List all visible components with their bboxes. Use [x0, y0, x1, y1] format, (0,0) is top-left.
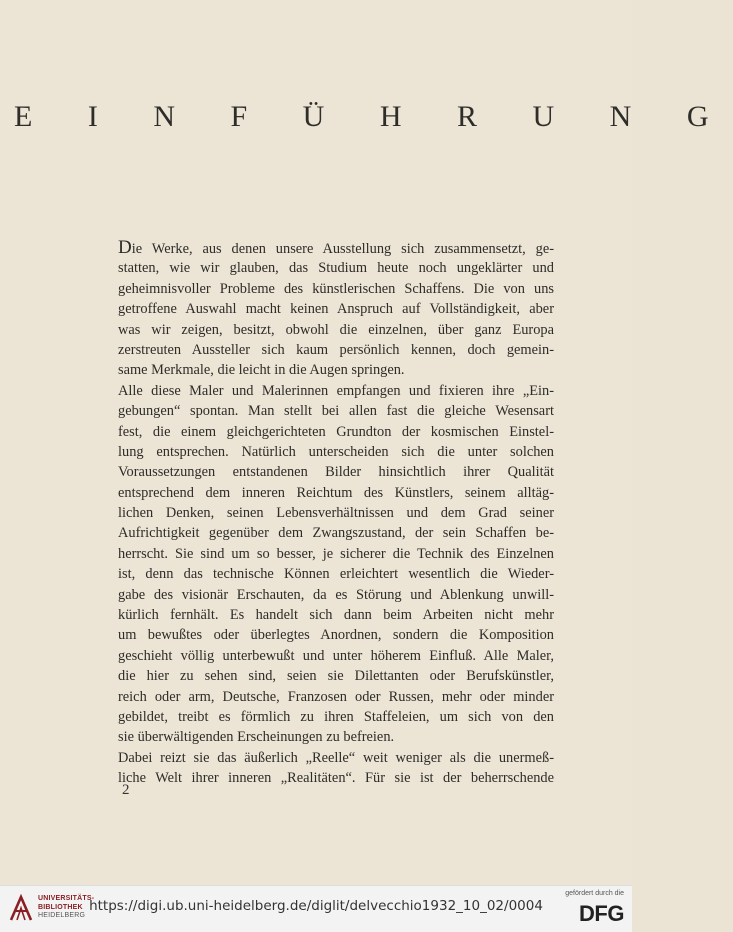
drop-cap: D — [118, 237, 132, 258]
text-line: Dabei reizt sie das äußerlich „Reelle“ weit weniger als die unermeß- — [118, 749, 554, 766]
text-line: sie überwältigenden Erscheinungen zu befreien. — [118, 729, 395, 746]
text-line — [118, 238, 554, 258]
chapter-title: E I N F Ü H R U N G — [14, 100, 733, 133]
institution-line-1: UNIVERSITÄTS- — [38, 895, 95, 902]
text-line: kürlich fernhält. Es handelt sich dann beim Arbeiten nicht mehr — [118, 607, 554, 624]
text-line: gebildet, treibt es förmlich zu ihren Staffeleien, um sich von den — [118, 708, 554, 725]
text-line: geheimnisvoller Probleme des künstlerischen Schaffens. Die von uns — [118, 280, 554, 297]
text-line: lichen Denken, seinen Lebensverhältnissen und dem Grad seiner — [118, 505, 554, 522]
viewer-footer — [0, 885, 632, 932]
text-line: ist, denn das technische Können erleichtert wesentlich die Wieder- — [118, 566, 554, 583]
body-text — [118, 238, 554, 789]
text-line: fest, die einem gleichgerichteten Grundton der kosmischen Einstel- — [118, 423, 554, 440]
text-line: was wir zeigen, besitzt, obwohl die einzelnen, über ganz Europa — [118, 321, 554, 338]
text-line: Aufrichtigkeit gegenüber dem Zwangszustand, der sein Schaffen be- — [118, 525, 554, 542]
dfg-logo[interactable]: DFG — [579, 901, 624, 926]
text-line: um bewußtes oder überlegtes Anordnen, sondern die Komposition — [118, 627, 554, 644]
text-line: same Merkmale, die leicht in die Augen springen. — [118, 362, 405, 379]
text-line: reich oder arm, Deutsche, Franzosen oder Russen, mehr oder minder — [118, 688, 554, 705]
text-line: gabe des visionär Erschauten, da es Störung und Ablenkung unwill- — [118, 586, 554, 603]
text-line-content: ie Werke, aus denen unsere Ausstellung sich zusammensetzt, ge- — [131, 241, 554, 257]
institution-line-2: BIBLIOTHEK — [38, 903, 83, 911]
text-line: geschieht völlig unterbewußt und unter höherem Einfluß. Alle Maler, — [118, 647, 554, 664]
text-line: herrscht. Sie sind um so besser, je sicherer die Technik des Einzelnen — [118, 545, 554, 562]
text-line: die hier zu sehen sind, seien sie Dilettanten oder Berufskünstler, — [118, 668, 554, 685]
text-line: Voraussetzungen entstandenen Bilder hinsichtlich ihrer Qualität — [118, 464, 554, 481]
text-line: liche Welt ihrer inneren „Realitäten“. Für sie ist der beherrschende — [118, 770, 554, 787]
text-line: statten, wie wir glauben, das Studium heute noch ungeklärter und — [118, 260, 554, 277]
text-line: gebungen“ spontan. Man stellt bei allen fast die gleiche Wesensart — [118, 403, 554, 420]
text-line: zerstreuten Aussteller sich kaum persönlich kennen, doch gemein- — [118, 341, 554, 358]
permalink-url[interactable]: https://digi.ub.uni-heidelberg.de/diglit/delvecchio1932_10_02/0004 — [89, 898, 543, 914]
institution-line-3: HEIDELBERG — [38, 912, 86, 919]
text-line: getroffene Auswahl macht keinen Anspruch auf Vollständigkeit, aber — [118, 301, 554, 318]
page-number: 2 — [122, 782, 130, 798]
text-line: entsprechend dem inneren Reichtum des Künstlers, seinem alltäg- — [118, 484, 554, 501]
text-line: lung entsprechen. Natürlich unterscheiden sich die unter solchen — [118, 443, 554, 460]
funding-label: gefördert durch die — [565, 890, 624, 897]
text-line: Alle diese Maler und Malerinnen empfangen und fixieren ihre „Ein- — [118, 382, 554, 399]
